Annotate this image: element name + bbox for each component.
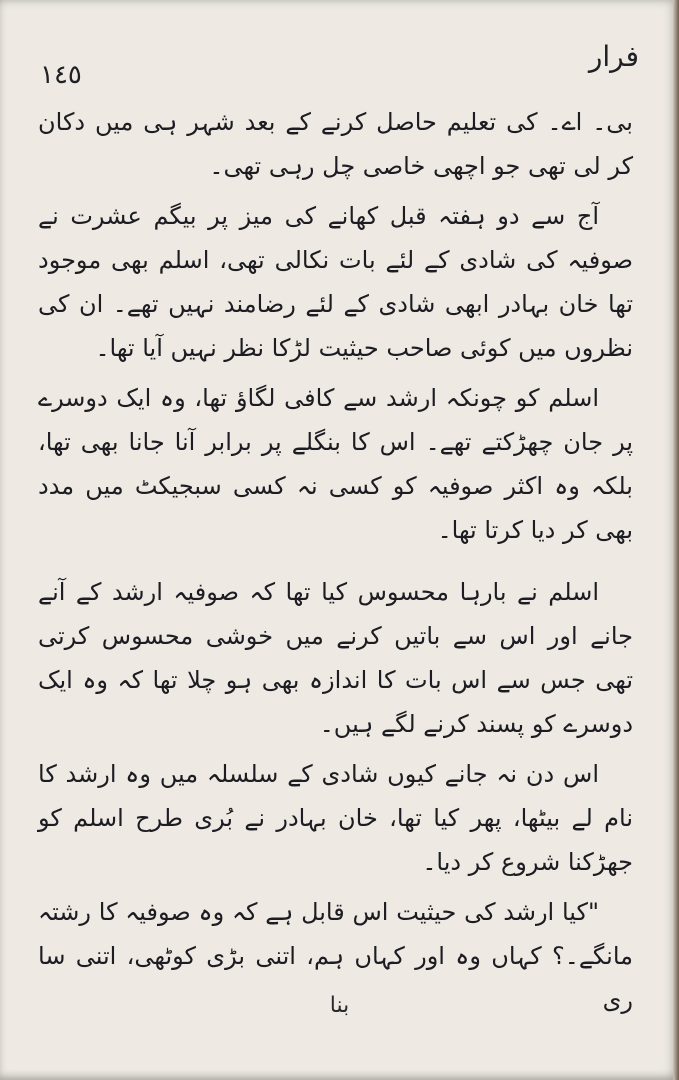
page-number: ١٤٥ — [40, 60, 82, 90]
running-head-title: فرار — [588, 40, 639, 73]
page-edge-shadow — [673, 0, 679, 1080]
page-body-text — [38, 100, 633, 1022]
paragraph-6: "کیا ارشد کی حیثیت اس قابل ہے کہ وہ صوفیہ کا رشتہ مانگے۔؟ کہاں وہ اور کہاں ہم، اتنی بڑی کوٹھی، اتنی سا ری — [38, 898, 633, 1014]
paragraph-1: بی۔ اے۔ کی تعلیم حاصل کرنے کے بعد شہر ہی میں دکان کر لی تھی جو اچھی خاصی چل رہی تھی۔ — [38, 108, 633, 180]
paragraph-5: اس دن نہ جانے کیوں شادی کے سلسلہ میں وہ ارشد کا نام لے بیٹھا، پھر کیا تھا، خان بہادر نے بُری طرح اسلم کو جھڑکنا شروع کر دیا۔ — [38, 760, 633, 876]
paragraph-3: اسلم کو چونکہ ارشد سے کافی لگاؤ تھا، وہ ایک دوسرے پر جان چھڑکتے تھے۔ اس کا بنگلے پر برابر آنا جانا بھی تھا، بلکہ وہ اکثر صوفیہ کو کسی نہ کسی سبجیکٹ میں مدد بھی کر دیا کرتا تھا۔ — [38, 384, 633, 544]
paragraph-4: اسلم نے بارہا محسوس کیا تھا کہ صوفیہ ارشد کے آنے جانے اور اس سے باتیں کرنے میں خوشی محسوس کرتی تھی جس سے اس بات کا اندازہ بھی ہو چلا تھا کہ وہ ایک دوسرے کو پسند کرنے لگے ہیں۔ — [38, 578, 633, 738]
footer-signature-mark: بنا — [329, 993, 350, 1018]
page-header — [30, 40, 649, 90]
paragraph-2: آج سے دو ہفتہ قبل کھانے کی میز پر بیگم عشرت نے صوفیہ کی شادی کے لئے بات نکالی تھی، اسلم بھی موجود تھا خان بہادر ابھی شادی کے لئے رضامند نہیں تھے۔ ان کی نظروں میں کوئی صاحب حیثیت لڑکا نظر نہیں آیا تھا۔ — [38, 202, 633, 362]
